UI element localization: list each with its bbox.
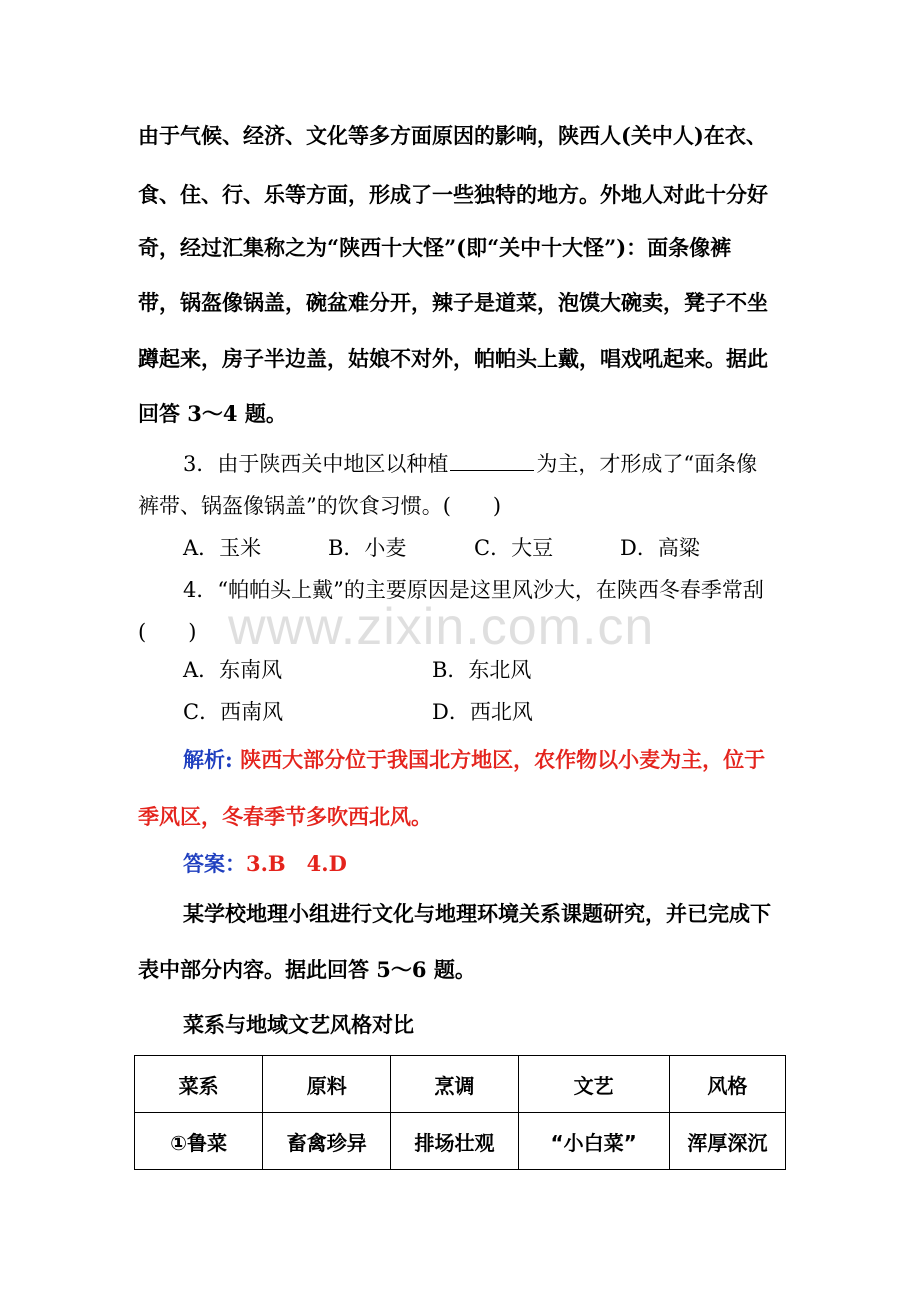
question-4-option-d: D．西北风 (432, 700, 533, 724)
question-3-line-2: 裤带、锅盔像锅盖”的饮食习惯。( ) (138, 494, 502, 518)
table-header-cell: 风格 (669, 1056, 785, 1113)
analysis-text-1: 陕西大部分位于我国北方地区，农作物以小麦为主，位于 (232, 747, 766, 772)
table-header-cell: 烹调 (391, 1056, 518, 1113)
passage1-line-5: 蹲起来，房子半边盖，姑娘不对外，帕帕头上戴，唱戏吼起来。据此 (138, 346, 768, 371)
passage1-line-3: 奇，经过汇集称之为“陕西十大怪”(即“关中十大怪”)：面条像裤 (138, 235, 732, 260)
answer-value: 3.B 4.D (246, 851, 347, 876)
question-4-stem: 4．“帕帕头上戴”的主要原因是这里风沙大，在陕西冬春季常刮 (183, 578, 764, 602)
analysis-line-1 (183, 744, 765, 774)
table-cell: 排场壮观 (391, 1113, 518, 1170)
question-4-option-b: B．东北风 (432, 658, 532, 682)
analysis-label: 解析: (183, 747, 233, 772)
passage2-line-1: 某学校地理小组进行文化与地理环境关系课题研究，并已完成下 (183, 901, 771, 926)
table-cell: 畜禽珍异 (263, 1113, 391, 1170)
question-3-option-b: B．小麦 (328, 536, 407, 560)
question-3-stem-b: 为主，才形成了“面条像 (536, 452, 758, 476)
analysis-line-2: 季风区，冬春季节多吹西北风。 (138, 804, 432, 829)
comparison-table (134, 1055, 786, 1170)
answer-line (183, 848, 347, 878)
question-4-option-a: A．东南风 (183, 658, 283, 682)
question-4-option-c: C．西南风 (183, 700, 284, 724)
passage1-line-6: 回答 3～4 题。 (138, 401, 287, 426)
watermark: www.zixin.com.cn (228, 598, 655, 656)
table-cell: 浑厚深沉 (669, 1113, 785, 1170)
table-cell: ①鲁菜 (135, 1113, 263, 1170)
answer-blank (450, 452, 534, 471)
table-header-cell: 文艺 (518, 1056, 669, 1113)
passage1-line-1: 由于气候、经济、文化等多方面原因的影响，陕西人(关中人)在衣、 (138, 123, 767, 148)
table-title: 菜系与地域文艺风格对比 (183, 1012, 414, 1037)
passage1-line-2: 食、住、行、乐等方面，形成了一些独特的地方。外地人对此十分好 (138, 182, 768, 207)
question-3-option-a: A．玉米 (183, 536, 262, 560)
question-3-stem (183, 448, 757, 478)
question-4-paren: ( ) (138, 620, 197, 644)
table-cell: “小白菜” (518, 1113, 669, 1170)
question-3-option-c: C．大豆 (474, 536, 554, 560)
table-header-row (135, 1056, 786, 1113)
table-header-cell: 原料 (263, 1056, 391, 1113)
question-3-stem-a: 3．由于陕西关中地区以种植 (183, 452, 449, 476)
table-row (135, 1113, 786, 1170)
answer-label: 答案： (183, 851, 246, 876)
passage2-line-2: 表中部分内容。据此回答 5～6 题。 (138, 957, 476, 982)
question-3-option-d: D．高粱 (620, 536, 700, 560)
passage1-line-4: 带，锅盔像锅盖，碗盆难分开，辣子是道菜，泡馍大碗卖，凳子不坐 (138, 290, 768, 315)
table-header-cell: 菜系 (135, 1056, 263, 1113)
